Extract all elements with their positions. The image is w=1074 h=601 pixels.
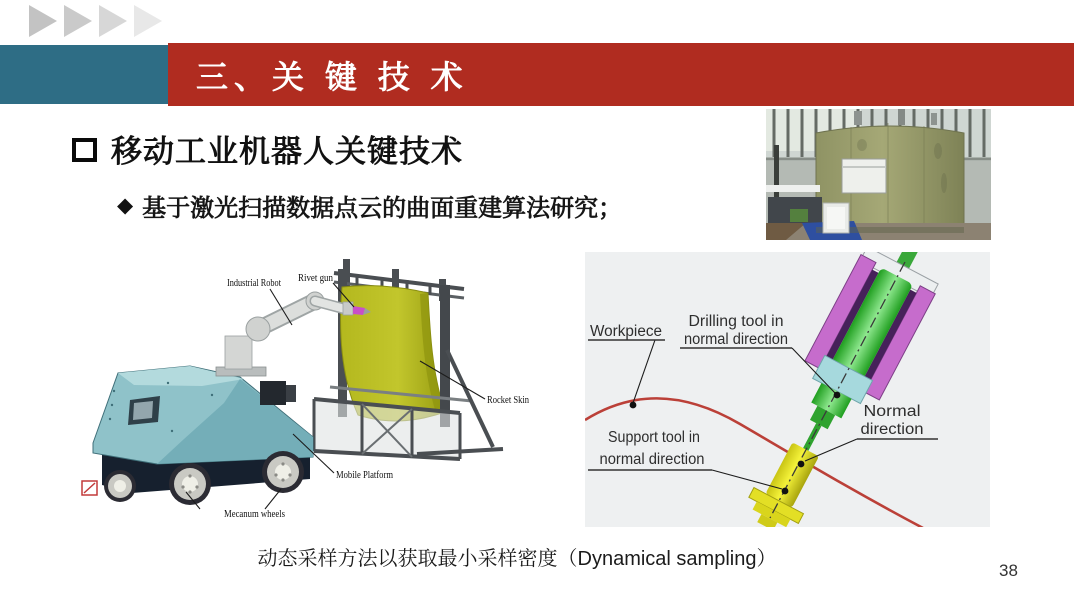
workpiece-label: Workpiece — [590, 323, 662, 340]
bullet-row — [117, 188, 622, 223]
slide-caption: 动态采样方法以获取最小采样密度（Dynamical sampling） — [257, 548, 777, 570]
rocket-skin-label: Rocket Skin — [487, 395, 529, 406]
ground-marker-box — [82, 481, 97, 495]
mobile-platform-body — [93, 366, 313, 464]
heading-text: 移动工业机器人关键技术 — [111, 134, 463, 169]
mecanum-wheel — [169, 463, 211, 505]
section-title: 三、关 键 技 术 — [196, 58, 469, 95]
workshop-photo — [766, 109, 991, 240]
chevron-icon — [64, 5, 92, 37]
page-number: 38 — [999, 561, 1018, 580]
square-bullet-icon — [72, 138, 97, 162]
normal-direction-label: direction — [860, 421, 924, 438]
support-tool-label: normal direction — [599, 451, 705, 468]
mecanum-wheels-label: Mecanum wheels — [224, 509, 286, 520]
photo-panel — [842, 159, 886, 193]
mecanum-wheel — [262, 451, 304, 493]
drilling-tool-label: normal direction — [684, 331, 788, 348]
bullet-text: 基于激光扫描数据点云的曲面重建算法研究； — [142, 195, 623, 222]
rivet-gun-label: Rivet gun — [298, 273, 333, 284]
support-tool-label: Support tool in — [608, 429, 700, 446]
mecanum-wheel — [104, 470, 136, 502]
chevron-icon — [134, 5, 162, 37]
section-banner — [168, 43, 1074, 106]
dynamical-sampling-diagram — [585, 252, 990, 527]
robot-pedestal — [260, 381, 286, 405]
chevron-arrows-icon — [24, 2, 194, 44]
mobile-platform-label: Mobile Platform — [336, 470, 394, 481]
chevron-icon — [29, 5, 57, 37]
industrial-robot-label: Industrial Robot — [227, 278, 282, 289]
normal-direction-label: Normal — [863, 403, 921, 420]
drilling-tool-label: Drilling tool in — [688, 313, 784, 330]
heading-row — [72, 126, 463, 171]
banner-teal-accent — [0, 45, 168, 104]
photo-table — [766, 185, 820, 192]
chevron-icon — [99, 5, 127, 37]
diamond-bullet-icon: ◆ — [117, 194, 134, 217]
robot-platform-diagram — [62, 253, 582, 530]
